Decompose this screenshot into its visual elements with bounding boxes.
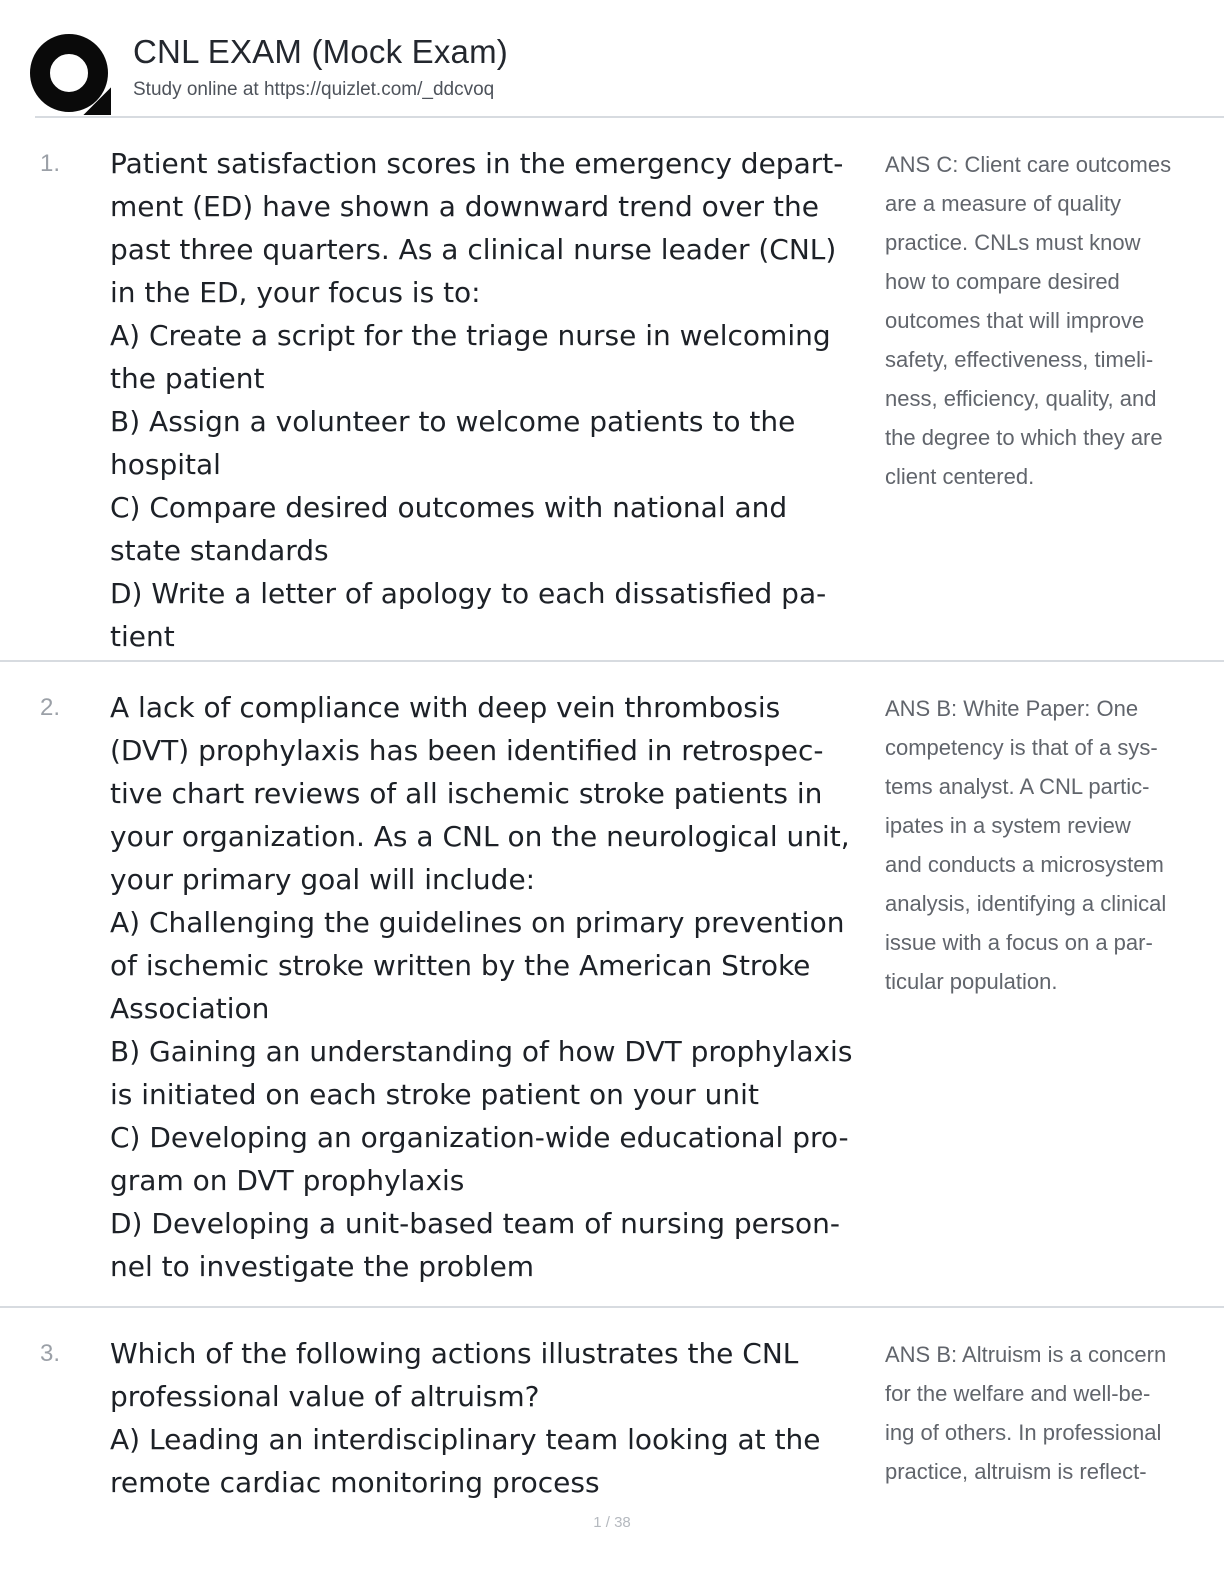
question-text-line: A lack of compliance with deep vein thrombosis: [110, 691, 781, 724]
question-text: [110, 1332, 885, 1504]
answer-text-line: practice. CNLs must know: [885, 230, 1141, 255]
question-text-line: your organization. As a CNL on the neurological unit,: [110, 820, 850, 853]
question-text-line: A) Challenging the guidelines on primary prevention: [110, 906, 845, 939]
question-text-line: Association: [110, 992, 270, 1025]
question-text-line: (DVT) prophylaxis has been identified in retrospec-: [110, 734, 824, 767]
question-text-line: nel to investigate the problem: [110, 1250, 535, 1283]
answer-text: [885, 686, 1185, 1001]
answer-text-line: client centered.: [885, 464, 1035, 489]
answer-text-line: how to compare desired: [885, 269, 1120, 294]
question-text-line: is initiated on each stroke patient on your unit: [110, 1078, 759, 1111]
page-number: 1 / 38: [593, 1514, 631, 1531]
question-text-line: D) Developing a unit-based team of nursing person-: [110, 1207, 840, 1240]
question-text-line: in the ED, your focus is to:: [110, 276, 481, 309]
question-number: 3.: [40, 1340, 61, 1367]
header-text: [133, 32, 508, 102]
questions-list: [0, 118, 1224, 1522]
question-text-line: gram on DVT prophylaxis: [110, 1164, 465, 1197]
answer-text-line: the degree to which they are: [885, 425, 1163, 450]
question-text-line: tient: [110, 620, 175, 653]
answer-text-line: outcomes that will improve: [885, 308, 1145, 333]
question-text: [110, 686, 885, 1288]
question-text-line: C) Developing an organization-wide educational pro-: [110, 1121, 849, 1154]
question-text-line: Which of the following actions illustrates the CNL: [110, 1337, 799, 1370]
logo-ring: [30, 34, 108, 112]
answer-text-line: ANS B: Altruism is a concern: [885, 1342, 1167, 1367]
answer-text-line: tems analyst. A CNL partic-: [885, 774, 1150, 799]
question-row: [0, 660, 1224, 1306]
answer-text-line: analysis, identifying a clinical: [885, 891, 1167, 916]
answer-text-line: for the welfare and well-be-: [885, 1381, 1151, 1406]
answer-text: [885, 142, 1185, 496]
document-header: [30, 32, 1224, 116]
page-title: CNL EXAM (Mock Exam): [133, 33, 508, 70]
question-text-line: ment (ED) have shown a downward trend over the: [110, 190, 819, 223]
question-text-line: past three quarters. As a clinical nurse leader (CNL): [110, 233, 837, 266]
question-text-line: Patient satisfaction scores in the emergency depart-: [110, 147, 844, 180]
answer-text-line: practice, altruism is reflect-: [885, 1459, 1147, 1484]
answer-text: [885, 1332, 1185, 1491]
question-text-line: A) Leading an interdisciplinary team looking at the: [110, 1423, 821, 1456]
question-text-line: of ischemic stroke written by the American Stroke: [110, 949, 811, 982]
question-text-line: B) Assign a volunteer to welcome patients to the: [110, 405, 796, 438]
question-number: 1.: [40, 150, 61, 177]
answer-text-line: ANS C: Client care outcomes: [885, 152, 1172, 177]
question-text-line: remote cardiac monitoring process: [110, 1466, 600, 1499]
question-text-line: A) Create a script for the triage nurse in welcoming: [110, 319, 831, 352]
question-text-line: C) Compare desired outcomes with national and: [110, 491, 788, 524]
answer-text-line: ticular population.: [885, 969, 1058, 994]
study-online-link: Study online at https://quizlet.com/_ddcvoq: [133, 79, 495, 100]
answer-text-line: are a measure of quality: [885, 191, 1122, 216]
question-text: [110, 142, 885, 658]
question-row: [0, 118, 1224, 660]
answer-text-line: safety, effectiveness, timeli-: [885, 347, 1154, 372]
answer-text-line: ipates in a system review: [885, 813, 1131, 838]
answer-text-line: ness, efficiency, quality, and: [885, 386, 1157, 411]
answer-text-line: and conducts a microsystem: [885, 852, 1164, 877]
question-text-line: state standards: [110, 534, 329, 567]
question-text-line: B) Gaining an understanding of how DVT prophylaxis: [110, 1035, 853, 1068]
answer-text-line: ANS B: White Paper: One: [885, 696, 1139, 721]
quizlet-q-logo-icon: [30, 34, 108, 112]
answer-text-line: ing of others. In professional: [885, 1420, 1162, 1445]
question-text-line: the patient: [110, 362, 265, 395]
answer-text-line: competency is that of a sys-: [885, 735, 1158, 760]
question-text-line: professional value of altruism?: [110, 1380, 540, 1413]
question-text-line: D) Write a letter of apology to each dissatisfied pa-: [110, 577, 827, 610]
question-text-line: your primary goal will include:: [110, 863, 536, 896]
question-text-line: tive chart reviews of all ischemic stroke patients in: [110, 777, 823, 810]
question-number: 2.: [40, 694, 61, 721]
question-row: [0, 1306, 1224, 1522]
question-text-line: hospital: [110, 448, 221, 481]
answer-text-line: issue with a focus on a par-: [885, 930, 1153, 955]
